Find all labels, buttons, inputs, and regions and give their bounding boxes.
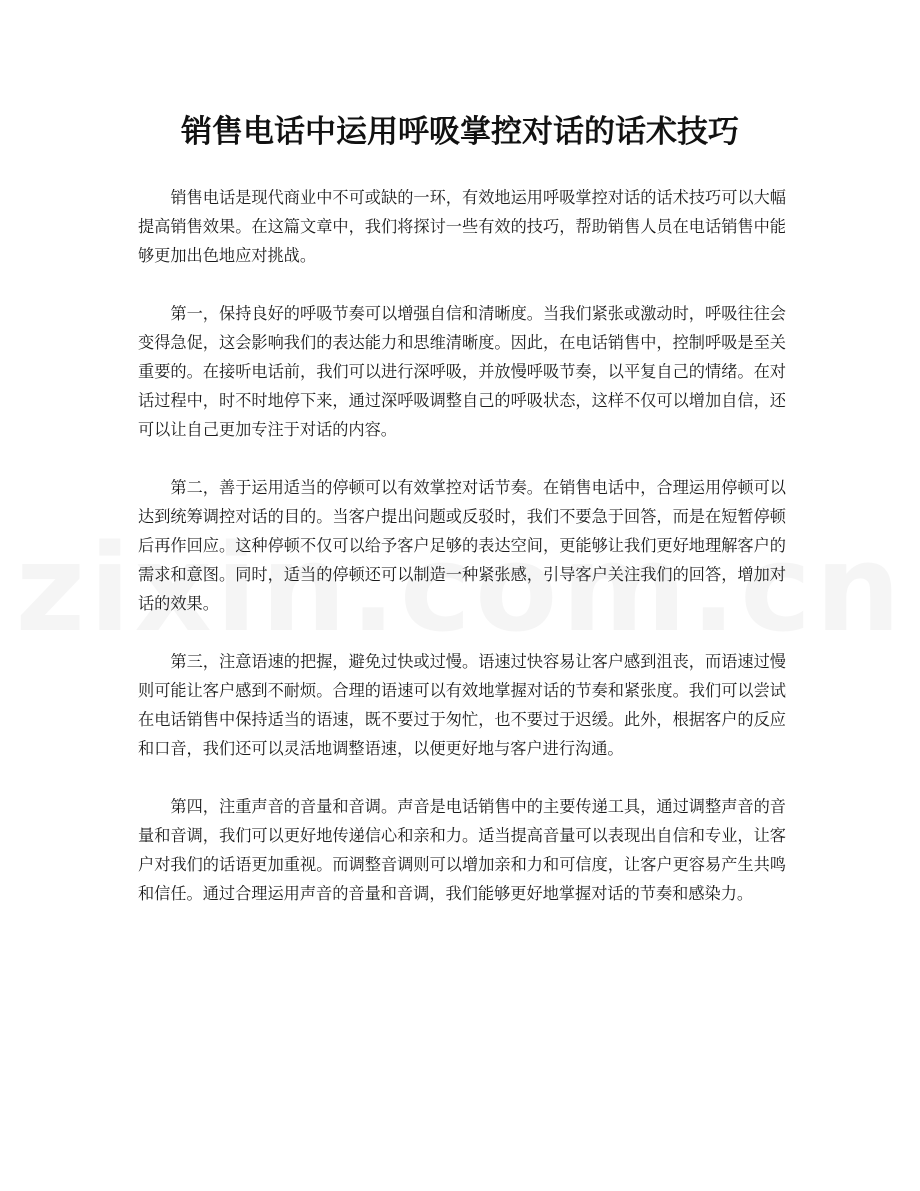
paragraph-breathing: 第一，保持良好的呼吸节奏可以增强自信和清晰度。当我们紧张或激动时，呼吸往往会变得急促，这会影响我们的表达能力和思维清晰度。因此，在电话销售中，控制呼吸是至关重要的。在接听电话前，我们可以进行深呼吸，并放慢呼吸节奏，以平复自己的情绪。在对话过程中，时不时地停下来，通过深呼吸调整自己的呼吸状态，这样不仅可以增加自信，还可以让自己更加专注于对话的内容。 (138, 304, 786, 439)
paragraph-speech-rate: 第三，注意语速的把握，避免过快或过慢。语速过快容易让客户感到沮丧，而语速过慢则可能让客户感到不耐烦。合理的语速可以有效地掌握对话的节奏和紧张度。我们可以尝试在电话销售中保持适当的语速，既不要过于匆忙，也不要过于迟缓。此外，根据客户的反应和口音，我们还可以灵活地调整语速，以便更好地与客户进行沟通。 (138, 652, 786, 758)
paragraph-intro: 销售电话是现代商业中不可或缺的一环，有效地运用呼吸掌控对话的话术技巧可以大幅提高销售效果。在这篇文章中，我们将探讨一些有效的技巧，帮助销售人员在电话销售中能够更加出色地应对挑战。 (138, 188, 786, 265)
paragraph-volume-tone: 第四，注重声音的音量和音调。声音是电话销售中的主要传递工具，通过调整声音的音量和音调，我们可以更好地传递信心和亲和力。适当提高音量可以表现出自信和专业，让客户对我们的话语更加重视。而调整音调则可以增加亲和力和可信度，让客户更容易产生共鸣和信任。通过合理运用声音的音量和音调，我们能够更好地掌握对话的节奏和感染力。 (138, 797, 786, 903)
document-body (138, 183, 786, 937)
paragraph-pauses: 第二，善于运用适当的停顿可以有效掌控对话节奏。在销售电话中，合理运用停顿可以达到统筹调控对话的目的。当客户提出问题或反驳时，我们不要急于回答，而是在短暂停顿后再作回应。这种停顿不仅可以给予客户足够的表达空间，更能够让我们更好地理解客户的需求和意图。同时，适当的停顿还可以制造一种紧张感，引导客户关注我们的回答，增加对话的效果。 (138, 478, 786, 613)
document-title: 销售电话中运用呼吸掌控对话的话术技巧 (181, 114, 739, 150)
